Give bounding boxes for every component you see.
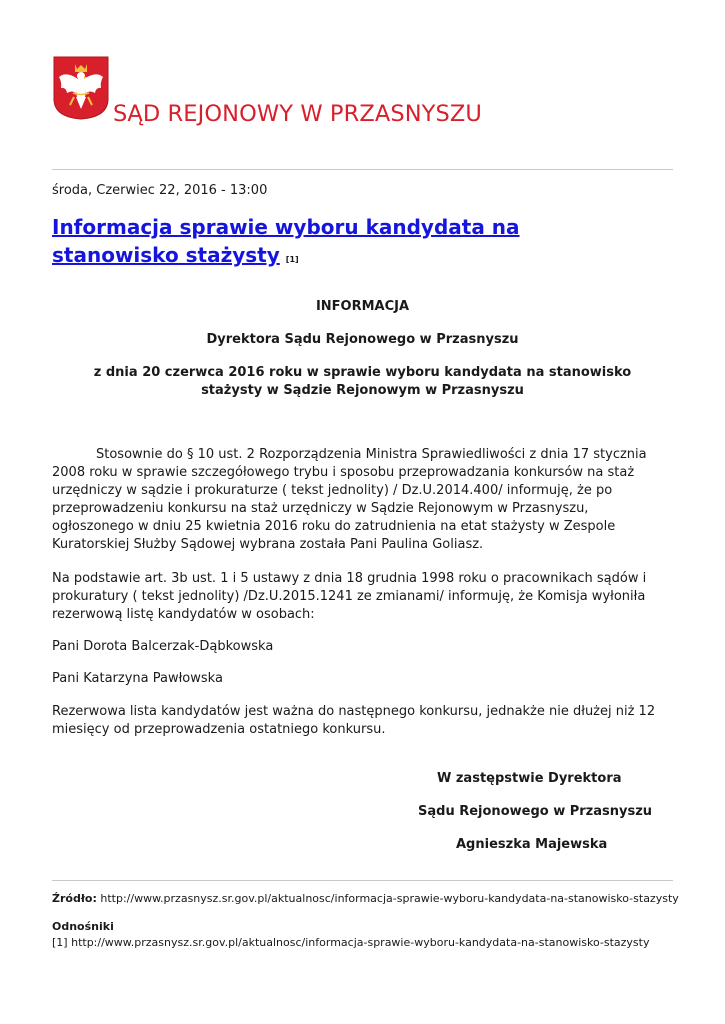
signature-name: Agnieszka Majewska [456,837,608,852]
source-label: Źródło: [52,892,97,905]
header-divider [52,169,673,170]
paragraph-validity: Rezerwowa lista kandydatów jest ważna do następnego konkursu, jednakże nie dłużej niż 12 miesięcy od przeprowadzenia ostatniego konkursu. [52,704,656,737]
reserve-candidate-1: Pani Dorota Balcerzak-Dąbkowska [52,639,274,654]
article-title-link[interactable]: Informacja sprawie wyboru kandydata na stanowisko stażysty [52,215,520,267]
signature-line-2: Sądu Rejonowego w Przasnyszu [418,804,653,819]
polish-eagle-emblem-icon [52,55,110,121]
document-subheading: Dyrektora Sądu Rejonowego w Przasnyszu [206,332,519,347]
signature-line-1: W zastępstwie Dyrektora [437,771,622,786]
links-label: Odnośniki [52,920,114,933]
article-title [52,213,652,274]
document-subheading-date: z dnia 20 czerwca 2016 roku w sprawie wyboru kandydata na stanowisko stażysty w Sądzie Rejonowym w Przasnyszu [93,365,632,398]
link-url[interactable]: http://www.przasnysz.sr.gov.pl/aktualnosc/informacja-sprawie-wyboru-kandydata-na-stanowisko-stazysty [71,936,650,949]
footer-divider [52,880,673,881]
paragraph-reserve-list: Na podstawie art. 3b ust. 1 i 5 ustawy z dnia 18 grudnia 1998 roku o pracownikach sądów i prokuratury ( tekst jednolity) /Dz.U.2015.1241 ze zmianami/ informuję, że Komisja wyłoniła rezerwową listę kandydatów w osobach: [52,571,647,622]
links-heading [52,919,692,935]
document-heading: INFORMACJA [315,299,410,314]
paragraph-decision: Stosownie do § 10 ust. 2 Rozporządzenia Ministra Sprawiedliwości z dnia 17 stycznia 2008 roku w sprawie szczegółowego trybu i sposobu przeprowadzania konkursów na staż urzędniczy w sądzie i prokuraturze ( tekst jednolity) / Dz.U.2014.400/ informuję, że po przeprowadzeniu konkursu na staż urzędniczy w Sądzie Rejonowym w Przasnyszu, ogłoszonego w dniu 25 kwietnia 2016 roku do zatrudnienia na etat stażysty w Zespole Kuratorskiej Służby Sądowej wybrana została Pani Paulina Goliasz. [52,447,647,552]
source-line [52,891,692,907]
title-footnote-ref: [1] [285,255,299,264]
link-ref: [1] [52,936,68,949]
link-item [52,935,692,951]
source-url[interactable]: http://www.przasnysz.sr.gov.pl/aktualnosc/informacja-sprawie-wyboru-kandydata-na-stanowisko-stazysty [100,892,679,905]
reserve-candidate-2: Pani Katarzyna Pawłowska [52,671,223,686]
publication-date: środa, Czerwiec 22, 2016 - 13:00 [52,183,268,198]
court-name: SĄD REJONOWY W PRZASNYSZU [113,101,482,127]
